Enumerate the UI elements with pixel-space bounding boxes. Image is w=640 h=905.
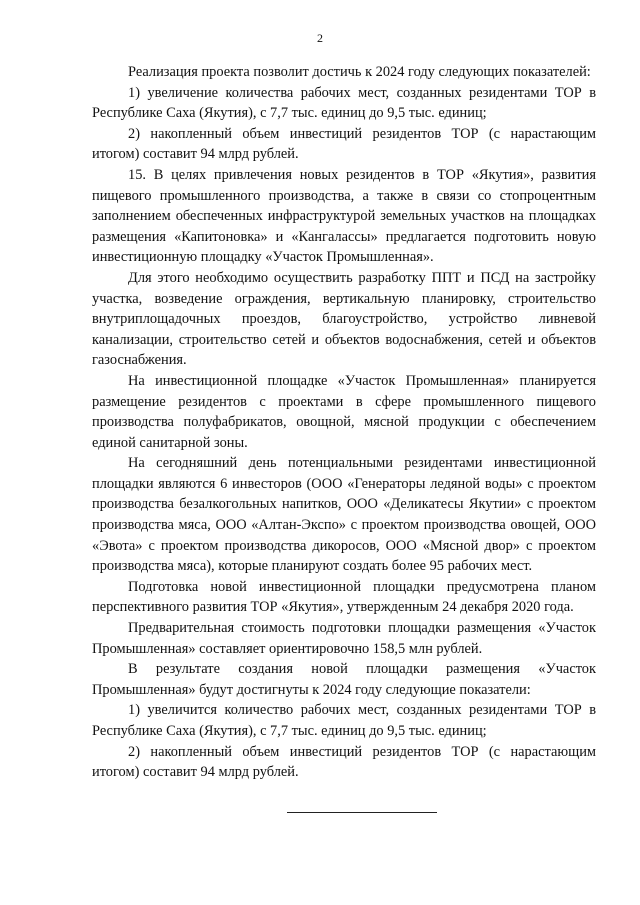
paragraph-results-investment: 2) накопленный объем инвестиций резидентов ТОР (с нарастающим итогом) составит 94 млрд рублей. [92,743,596,781]
paragraph-item-15: 15. В целях привлечения новых резидентов в ТОР «Якутия», развития пищевого промышленного производства, а также в связи со стопроцентным заполнением обеспеченных инфраструктурой земельных участков на площадках размещения «Капитоновка» и «Кангалассы» предлагается подготовить новую инвестиционную площадку «Участок Промышленная». [92,166,596,266]
paragraph-results-jobs: 1) увеличится количество рабочих мест, созданных резидентами ТОР в Республике Саха (Якутия), с 7,7 тыс. единиц до 9,5 тыс. единиц; [92,702,596,739]
paragraph-required-works: Для этого необходимо осуществить разработку ППТ и ПСД на застройку участка, возведение ограждения, вертикальную планировку, строительство внутриплощадочных проездов, благоустройство, устройство ливневой канализации, строительство сетей и объектов водоснабжения, сетей и объектов газоснабжения. [92,269,596,369]
paragraph-investment-indicator: 2) накопленный объем инвестиций резидентов ТОР (с нарастающим итогом) составит 94 млрд рублей. [92,125,596,163]
paragraph-potential-residents: На сегодняшний день потенциальными резидентами инвестиционной площадки являются 6 инвесторов (ООО «Генераторы ледяной воды» с проектом производства безалкогольных напитков, ООО «Деликатесы Якутии» с проектом производства мяса, ООО «Алтан-Экспо» с проектом производства овощей, ООО «Эвота» с проектом производства дикоросов, ООО «Мясной двор» с проектом производства мяса), которые планируют создать более 95 рабочих мест. [92,455,596,575]
closing-divider [287,812,437,813]
document-body [92,62,596,783]
paragraph-site-placement: На инвестиционной площадке «Участок Промышленная» планируется размещение резидентов с проектами в сфере промышленного пищевого производства полуфабрикатов, овощной, мясной продукции с обеспечением единой санитарной зоны. [92,372,596,451]
paragraph-results-intro: В результате создания новой площадки размещения «Участок Промышленная» будут достигнуты к 2024 году следующие показатели: [92,661,596,698]
paragraph-preliminary-cost: Предварительная стоимость подготовки площадки размещения «Участок Промышленная» составляет ориентировочно 158,5 млн рублей. [92,620,596,657]
paragraph-development-plan: Подготовка новой инвестиционной площадки предусмотрена планом перспективного развития ТОР «Якутия», утвержденным 24 декабря 2020 года. [92,578,596,616]
page-number: 2 [317,31,323,45]
paragraph-jobs-indicator: 1) увеличение количества рабочих мест, созданных резидентами ТОР в Республике Саха (Якутия), с 7,7 тыс. единиц до 9,5 тыс. единиц; [92,84,596,122]
paragraph-indicators-intro: Реализация проекта позволит достичь к 2024 году следующих показателей: [128,64,591,80]
